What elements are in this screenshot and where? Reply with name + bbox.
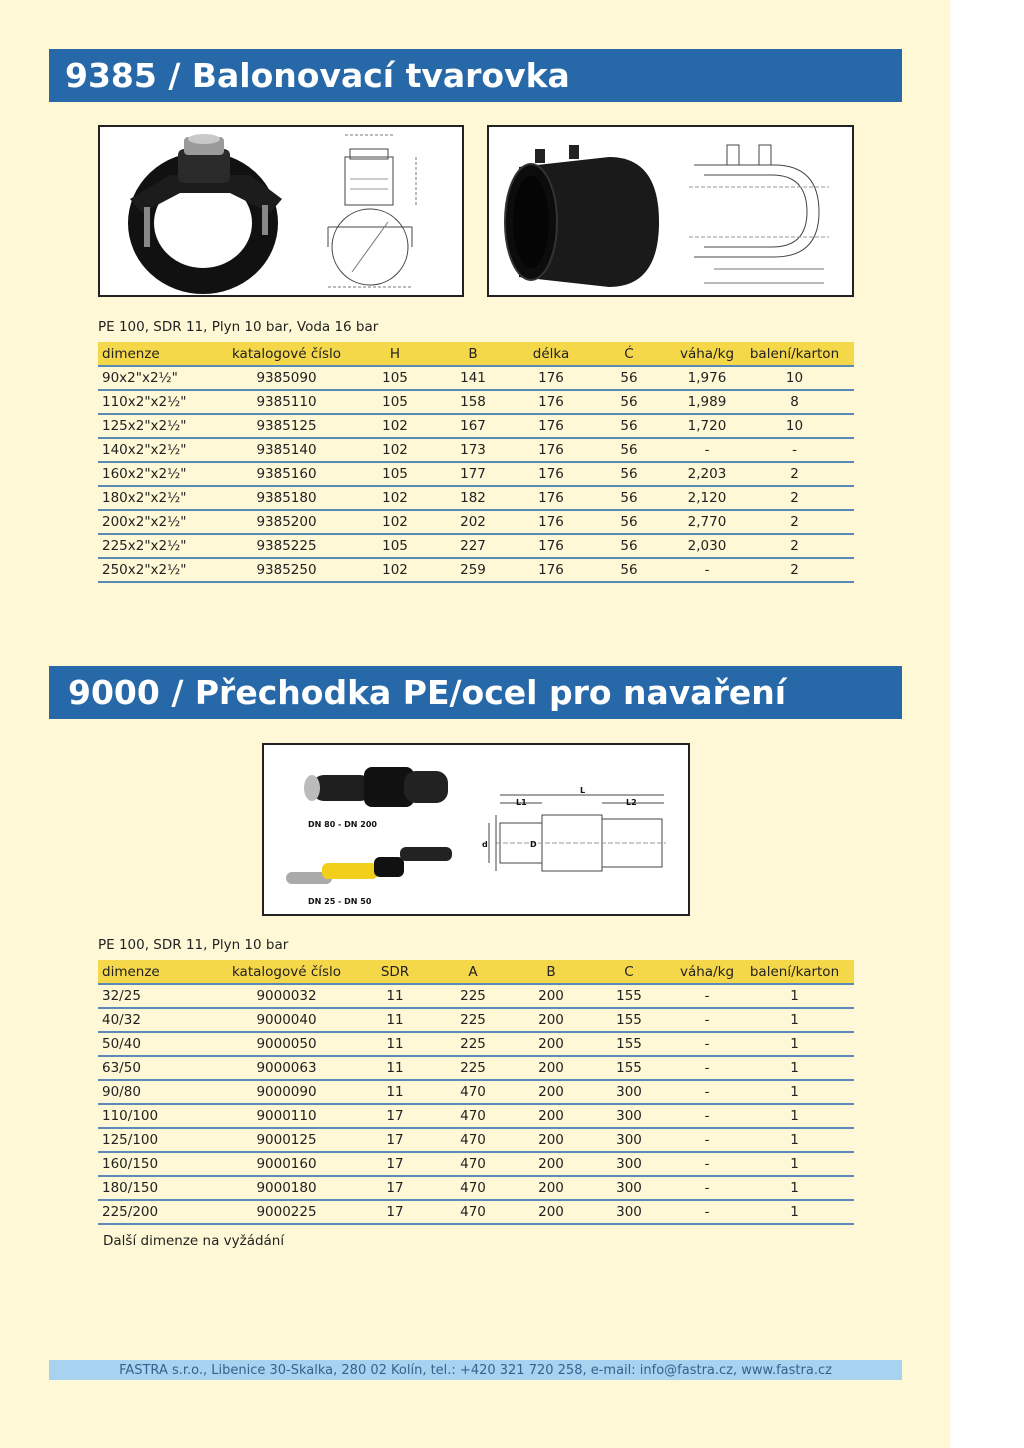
table-row	[98, 486, 854, 510]
table-cell: 176	[523, 462, 579, 486]
table-cell: 2,770	[679, 510, 735, 534]
table-cell: 17	[367, 1104, 423, 1128]
table-cell: 40/32	[98, 1008, 206, 1032]
table-cell: -	[679, 438, 735, 462]
table-cell: 140x2"x2½"	[98, 438, 206, 462]
table-cell: 9385160	[206, 462, 367, 486]
dim-l2: L2	[626, 798, 637, 807]
table-cell: 102	[367, 438, 423, 462]
section-1-title: 9385 / Balonovací tvarovka	[49, 49, 902, 102]
table-cell: 2	[735, 462, 854, 486]
table-cell: 9000180	[206, 1176, 367, 1200]
table-cell: 9385225	[206, 534, 367, 558]
table-cell: 470	[423, 1080, 523, 1104]
table-cell: 200	[523, 1176, 579, 1200]
table-cell: 300	[579, 1080, 679, 1104]
table-cell: 2,030	[679, 534, 735, 558]
table-cell: 470	[423, 1128, 523, 1152]
table-cell: 470	[423, 1176, 523, 1200]
table-cell: 225	[423, 984, 523, 1008]
table-cell: 1	[735, 984, 854, 1008]
table-cell: 176	[523, 558, 579, 582]
table-cell: 176	[523, 390, 579, 414]
table-cell: 300	[579, 1200, 679, 1224]
label-dn-small: DN 25 - DN 50	[308, 897, 372, 906]
section-2-table	[98, 960, 854, 1225]
table-row	[98, 1128, 854, 1152]
column-header: B	[423, 342, 523, 366]
table-cell: 1,989	[679, 390, 735, 414]
column-header: dimenze	[98, 960, 206, 984]
table-row	[98, 366, 854, 390]
table-cell: 1	[735, 1200, 854, 1224]
table-row	[98, 1032, 854, 1056]
saddle-photo	[130, 134, 282, 281]
table-cell: 17	[367, 1200, 423, 1224]
table-header-row	[98, 342, 854, 366]
table-cell: 1	[735, 1128, 854, 1152]
table-cell: 200	[523, 1200, 579, 1224]
table-cell: 182	[423, 486, 523, 510]
table-row	[98, 1080, 854, 1104]
table-cell: 155	[579, 1008, 679, 1032]
table-cell: 11	[367, 1008, 423, 1032]
table-row	[98, 390, 854, 414]
dim-l1: L1	[516, 798, 527, 807]
table-cell: 176	[523, 414, 579, 438]
table-cell: 10	[735, 366, 854, 390]
table-cell: 9385250	[206, 558, 367, 582]
table-cell: 9385090	[206, 366, 367, 390]
table-cell: 1,976	[679, 366, 735, 390]
table-cell: 90x2"x2½"	[98, 366, 206, 390]
table-cell: -	[679, 1200, 735, 1224]
table-cell: 176	[523, 486, 579, 510]
table-cell: 225x2"x2½"	[98, 534, 206, 558]
transition-small-photo	[286, 847, 452, 884]
table-cell: 110x2"x2½"	[98, 390, 206, 414]
transition-fitting-image	[262, 743, 690, 916]
table-cell: 155	[579, 984, 679, 1008]
table-cell: 200x2"x2½"	[98, 510, 206, 534]
table-row	[98, 414, 854, 438]
table-row	[98, 558, 854, 582]
table-cell: 56	[579, 414, 679, 438]
end-cap-photo	[505, 145, 659, 287]
table-row	[98, 1056, 854, 1080]
table-cell: 105	[367, 366, 423, 390]
table-cell: 63/50	[98, 1056, 206, 1080]
table-cell: -	[679, 1032, 735, 1056]
table-cell: 141	[423, 366, 523, 390]
table-cell: 470	[423, 1104, 523, 1128]
table-cell: 2,203	[679, 462, 735, 486]
table-cell: 470	[423, 1152, 523, 1176]
table-cell: 300	[579, 1128, 679, 1152]
table-cell: 259	[423, 558, 523, 582]
end-cap-drawing	[689, 145, 829, 283]
table-cell: 9000063	[206, 1056, 367, 1080]
table-cell: 105	[367, 534, 423, 558]
table-cell: 176	[523, 510, 579, 534]
table-cell: 167	[423, 414, 523, 438]
table-cell: 9385125	[206, 414, 367, 438]
table-cell: 300	[579, 1176, 679, 1200]
table-row	[98, 1200, 854, 1224]
column-header: B	[523, 960, 579, 984]
table-cell: 8	[735, 390, 854, 414]
table-cell: 200	[523, 1128, 579, 1152]
label-dn-large: DN 80 - DN 200	[308, 820, 377, 829]
dim-d-small: d	[482, 840, 488, 849]
table-cell: 2	[735, 558, 854, 582]
table-cell: 11	[367, 1056, 423, 1080]
column-header: délka	[523, 342, 579, 366]
table-cell: -	[679, 1128, 735, 1152]
table-cell: 250x2"x2½"	[98, 558, 206, 582]
table-cell: -	[679, 1104, 735, 1128]
table-cell: -	[679, 984, 735, 1008]
table-cell: 56	[579, 534, 679, 558]
table-cell: 32/25	[98, 984, 206, 1008]
table-cell: 9000090	[206, 1080, 367, 1104]
column-header: váha/kg	[679, 342, 735, 366]
saddle-drawing	[328, 135, 416, 287]
dim-l: L	[580, 786, 586, 795]
table-cell: -	[679, 1176, 735, 1200]
table-cell: 9000125	[206, 1128, 367, 1152]
section-1-table	[98, 342, 854, 583]
table-cell: 225/200	[98, 1200, 206, 1224]
table-cell: 17	[367, 1128, 423, 1152]
table-cell: 177	[423, 462, 523, 486]
table-cell: 56	[579, 462, 679, 486]
column-header: A	[423, 960, 523, 984]
column-header: katalogové číslo	[206, 342, 367, 366]
table-cell: 173	[423, 438, 523, 462]
table-cell: 105	[367, 390, 423, 414]
table-header-row	[98, 960, 854, 984]
saddle-fitting-image	[98, 125, 464, 297]
table-cell: -	[679, 1008, 735, 1032]
column-header: H	[367, 342, 423, 366]
table-cell: 225	[423, 1032, 523, 1056]
section-2-title: 9000 / Přechodka PE/ocel pro navaření	[49, 666, 902, 719]
table-cell: 200	[523, 1032, 579, 1056]
table-cell: 9385140	[206, 438, 367, 462]
table-cell: 11	[367, 1032, 423, 1056]
column-header: C	[579, 960, 679, 984]
table-row	[98, 1176, 854, 1200]
table-row	[98, 984, 854, 1008]
table-cell: 10	[735, 414, 854, 438]
table-cell: 9000110	[206, 1104, 367, 1128]
table-cell: 2	[735, 510, 854, 534]
table-cell: -	[679, 1152, 735, 1176]
table-cell: 1	[735, 1152, 854, 1176]
table-cell: 470	[423, 1200, 523, 1224]
table-cell: 11	[367, 1080, 423, 1104]
table-cell: 180x2"x2½"	[98, 486, 206, 510]
table-cell: 56	[579, 366, 679, 390]
table-cell: 50/40	[98, 1032, 206, 1056]
table-cell: 9385200	[206, 510, 367, 534]
table-cell: 1	[735, 1176, 854, 1200]
table-cell: 9000050	[206, 1032, 367, 1056]
table-cell: 56	[579, 438, 679, 462]
column-header: dimenze	[98, 342, 206, 366]
column-header: SDR	[367, 960, 423, 984]
table-cell: 1	[735, 1080, 854, 1104]
table-cell: 1	[735, 1056, 854, 1080]
table-row	[98, 510, 854, 534]
table-cell: 160x2"x2½"	[98, 462, 206, 486]
column-header: balení/karton	[735, 960, 854, 984]
table-cell: -	[679, 1080, 735, 1104]
table-cell: 2	[735, 486, 854, 510]
table-cell: 1	[735, 1032, 854, 1056]
table-cell: 225	[423, 1056, 523, 1080]
table-cell: 1	[735, 1008, 854, 1032]
column-header: váha/kg	[679, 960, 735, 984]
table-cell: 160/150	[98, 1152, 206, 1176]
company-footer: FASTRA s.r.o., Libenice 30-Skalka, 280 02 Kolín, tel.: +420 321 720 258, e-mail: info@fastra.cz, www.fastra.cz	[49, 1360, 902, 1380]
transition-large-photo	[304, 767, 448, 807]
table-cell: 125x2"x2½"	[98, 414, 206, 438]
table-cell: 2,120	[679, 486, 735, 510]
table-cell: 155	[579, 1032, 679, 1056]
table-cell: 200	[523, 1104, 579, 1128]
table-cell: 9000225	[206, 1200, 367, 1224]
table-cell: 176	[523, 438, 579, 462]
table-cell: 200	[523, 1152, 579, 1176]
table-cell: -	[679, 1056, 735, 1080]
table-cell: 56	[579, 510, 679, 534]
table-cell: 9000160	[206, 1152, 367, 1176]
table-cell: 11	[367, 984, 423, 1008]
table-cell: 158	[423, 390, 523, 414]
table-cell: 90/80	[98, 1080, 206, 1104]
table-cell: 176	[523, 366, 579, 390]
table-cell: 227	[423, 534, 523, 558]
table-cell: 56	[579, 486, 679, 510]
table-cell: 56	[579, 390, 679, 414]
table-cell: 102	[367, 558, 423, 582]
table-cell: -	[735, 438, 854, 462]
table-cell: 105	[367, 462, 423, 486]
table-cell: 155	[579, 1056, 679, 1080]
column-header: Ć	[579, 342, 679, 366]
section-1-caption: PE 100, SDR 11, Plyn 10 bar, Voda 16 bar	[98, 319, 379, 335]
table-cell: 102	[367, 510, 423, 534]
table-cell: 125/100	[98, 1128, 206, 1152]
table-cell: -	[679, 558, 735, 582]
table-cell: 102	[367, 486, 423, 510]
table-row	[98, 1152, 854, 1176]
column-header: katalogové číslo	[206, 960, 367, 984]
table-cell: 1,720	[679, 414, 735, 438]
table-cell: 200	[523, 1008, 579, 1032]
table-cell: 202	[423, 510, 523, 534]
table-row	[98, 534, 854, 558]
table-cell: 17	[367, 1176, 423, 1200]
table-cell: 225	[423, 1008, 523, 1032]
table-cell: 2	[735, 534, 854, 558]
table-cell: 200	[523, 1056, 579, 1080]
dim-d-large: D	[530, 840, 537, 849]
table-cell: 17	[367, 1152, 423, 1176]
table-cell: 200	[523, 984, 579, 1008]
table-cell: 180/150	[98, 1176, 206, 1200]
table-cell: 9000032	[206, 984, 367, 1008]
table-row	[98, 438, 854, 462]
table-cell: 9000040	[206, 1008, 367, 1032]
table-cell: 300	[579, 1104, 679, 1128]
table-row	[98, 1008, 854, 1032]
table-cell: 200	[523, 1080, 579, 1104]
section-2-note: Další dimenze na vyžádání	[103, 1233, 285, 1249]
table-cell: 102	[367, 414, 423, 438]
table-row	[98, 462, 854, 486]
column-header: balení/karton	[735, 342, 854, 366]
table-cell: 110/100	[98, 1104, 206, 1128]
section-2-caption: PE 100, SDR 11, Plyn 10 bar	[98, 937, 289, 953]
table-row	[98, 1104, 854, 1128]
table-cell: 9385110	[206, 390, 367, 414]
table-cell: 176	[523, 534, 579, 558]
table-cell: 300	[579, 1152, 679, 1176]
table-cell: 9385180	[206, 486, 367, 510]
end-cap-image	[487, 125, 854, 297]
table-cell: 1	[735, 1104, 854, 1128]
table-cell: 56	[579, 558, 679, 582]
